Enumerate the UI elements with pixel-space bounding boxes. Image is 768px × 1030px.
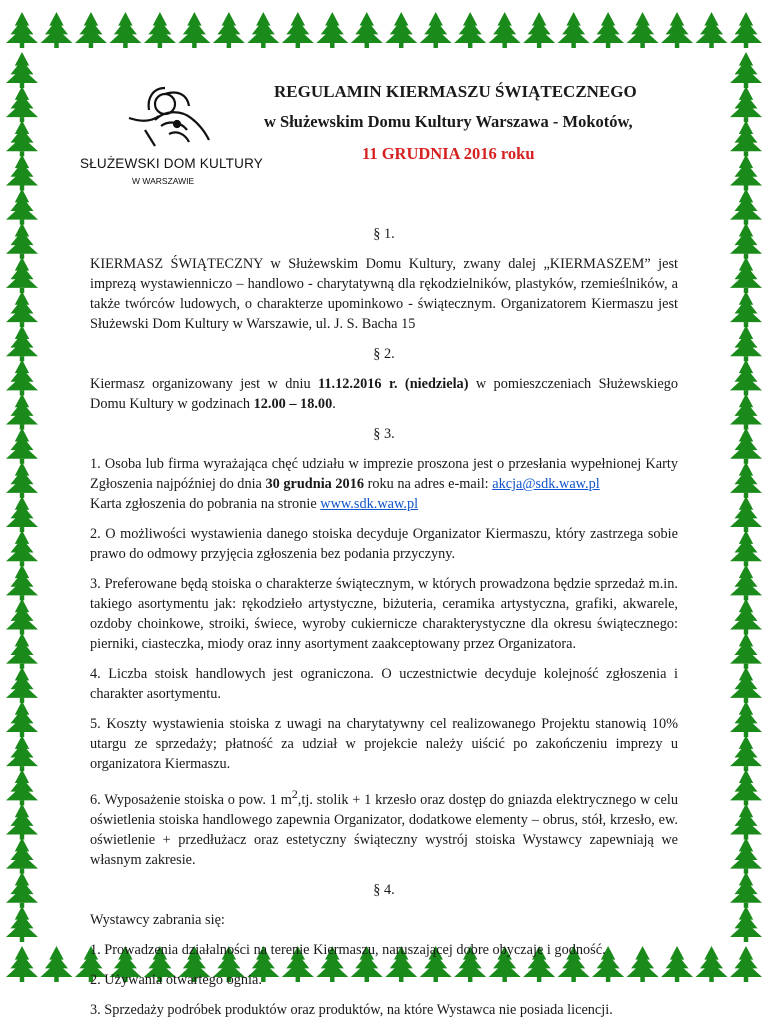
- section-4-heading: § 4.: [373, 881, 395, 898]
- christmas-tree-icon: [316, 12, 348, 48]
- header: [80, 72, 700, 202]
- event-date: 11 GRUDNIA 2016 roku: [362, 144, 535, 163]
- christmas-tree-icon: [6, 189, 38, 225]
- christmas-tree-icon: [247, 12, 279, 48]
- christmas-tree-icon: [730, 154, 762, 190]
- christmas-tree-icon: [6, 496, 38, 532]
- christmas-tree-icon: [696, 946, 728, 982]
- christmas-tree-icon: [730, 189, 762, 225]
- christmas-tree-icon: [730, 428, 762, 464]
- christmas-tree-icon: [558, 12, 590, 48]
- christmas-tree-icon: [730, 359, 762, 395]
- section-3-item-1: 1. Osoba lub firma wyrażająca chęć udziału w imprezie proszona jest o przesłania wypełnionej Karty Zgłoszenia najpóźniej do dnia 30 grudnia 2016 roku na adres e-mail: akcja@sdk.waw.pl Karta zgłoszenia do pobrania na stronie www.sdk.waw.pl: [90, 456, 678, 512]
- christmas-tree-icon: [6, 769, 38, 805]
- christmas-tree-icon: [661, 12, 693, 48]
- christmas-tree-icon: [730, 633, 762, 669]
- christmas-tree-icon: [730, 735, 762, 771]
- section-4-intro: Wystawcy zabrania się:: [90, 911, 225, 928]
- christmas-tree-icon: [6, 257, 38, 293]
- christmas-tree-icon: [6, 564, 38, 600]
- christmas-tree-icon: [6, 838, 38, 874]
- section-4-item-1: 1. Prowadzenia działalności na terenie Kiermaszu, naruszającej dobre obyczaje i godność.: [90, 941, 606, 958]
- christmas-tree-icon: [6, 633, 38, 669]
- christmas-tree-icon: [627, 12, 659, 48]
- christmas-tree-icon: [730, 462, 762, 498]
- christmas-tree-icon: [6, 462, 38, 498]
- christmas-tree-icon: [6, 804, 38, 840]
- website-link[interactable]: www.sdk.waw.pl: [320, 496, 419, 512]
- christmas-tree-icon: [109, 12, 141, 48]
- christmas-tree-icon: [730, 804, 762, 840]
- christmas-tree-icon: [6, 701, 38, 737]
- section-2-heading: § 2.: [373, 346, 395, 362]
- christmas-tree-icon: [730, 291, 762, 327]
- page-title: REGULAMIN KIERMASZU ŚWIĄTECZNEGO: [274, 82, 637, 101]
- christmas-tree-icon: [75, 12, 107, 48]
- christmas-tree-icon: [730, 52, 762, 88]
- christmas-tree-icon: [592, 12, 624, 48]
- christmas-tree-icon: [40, 12, 72, 48]
- christmas-tree-icon: [6, 325, 38, 361]
- christmas-tree-icon: [6, 52, 38, 88]
- page-subtitle: w Służewskim Domu Kultury Warszawa - Mokotów,: [264, 112, 633, 131]
- christmas-tree-icon: [730, 599, 762, 635]
- christmas-tree-icon: [40, 946, 72, 982]
- christmas-tree-icon: [730, 496, 762, 532]
- section-3-item-2: 2. O możliwości wystawienia danego stoiska decyduje Organizator Kiermaszu, który zastrzega sobie prawo do odmowy przyjęcia zgłoszenia bez podania przyczyny.: [90, 526, 678, 562]
- christmas-tree-icon: [6, 530, 38, 566]
- christmas-tree-icon: [6, 120, 38, 156]
- christmas-tree-icon: [6, 154, 38, 190]
- section-4-item-3: 3. Sprzedaży podróbek produktów oraz produktów, na które Wystawca nie posiada licencji.: [90, 1001, 613, 1018]
- section-3-item-6: 6. Wyposażenie stoiska o pow. 1 $m^2,tj$. stolik + 1 krzesło oraz dostęp do gniazda elektrycznego w celu oświetlenia stoiska handlowego zapewnia Organizator, dodatkowe elementy – obrus, stół, krzesło, ew. oświetlenie + przedłużacz oraz estetyczny świąteczny wystrój stoiska Wystawcy zapewniają we własnym zakresie.: [90, 787, 678, 868]
- christmas-tree-icon: [6, 12, 38, 48]
- christmas-tree-icon: [696, 12, 728, 48]
- christmas-tree-icon: [282, 12, 314, 48]
- christmas-tree-icon: [6, 394, 38, 430]
- christmas-tree-icon: [6, 872, 38, 908]
- christmas-tree-icon: [6, 667, 38, 703]
- christmas-tree-icon: [178, 12, 210, 48]
- christmas-tree-icon: [6, 599, 38, 635]
- christmas-tree-icon: [730, 872, 762, 908]
- christmas-tree-icon: [385, 12, 417, 48]
- logo-subtitle: W WARSZAWIE: [132, 176, 195, 186]
- goat-head-logo-icon: [125, 80, 215, 152]
- christmas-tree-icon: [6, 86, 38, 122]
- section-3-item-5: 5. Koszty wystawienia stoiska z uwagi na charytatywny cel realizowanego Projektu stanowią 10% utargu ze sprzedaży; płatność za udział w projekcie należy uiścić po zakończeniu imprezy u organizatora Kiermaszu.: [90, 716, 678, 772]
- christmas-tree-icon: [6, 291, 38, 327]
- christmas-tree-icon: [6, 906, 38, 942]
- christmas-tree-icon: [213, 12, 245, 48]
- christmas-tree-icon: [730, 564, 762, 600]
- christmas-tree-icon: [489, 12, 521, 48]
- logo-name: SŁUŻEWSKI DOM KULTURY: [80, 156, 263, 171]
- christmas-tree-icon: [454, 12, 486, 48]
- christmas-tree-icon: [730, 769, 762, 805]
- christmas-tree-icon: [730, 325, 762, 361]
- section-1-text: KIERMASZ ŚWIĄTECZNY w Służewskim Domu Kultury, zwany dalej „KIERMASZEM” jest imprezą wystawienniczo – handlowo - charytatywną dla rękodzielników, plastyków, rzemieślników, a także twórców ludowych, o charakterze upominkowo - świątecznym. Organizatorem Kiermaszu jest Służewski Dom Kultury w Warszawie, ul. J. S. Bacha 15: [90, 256, 678, 332]
- christmas-tree-icon: [730, 946, 762, 982]
- section-3-heading: § 3.: [373, 426, 395, 442]
- email-link[interactable]: akcja@sdk.waw.pl: [492, 476, 600, 492]
- christmas-tree-icon: [6, 735, 38, 771]
- logo: [80, 80, 263, 195]
- section-4-item-2: 2. Używania otwartego ognia.: [90, 971, 262, 988]
- christmas-tree-icon: [730, 667, 762, 703]
- christmas-tree-icon: [730, 906, 762, 942]
- section-1-heading: § 1.: [373, 226, 395, 242]
- christmas-tree-icon: [730, 120, 762, 156]
- christmas-tree-icon: [730, 12, 762, 48]
- christmas-tree-icon: [6, 359, 38, 395]
- christmas-tree-icon: [420, 12, 452, 48]
- christmas-tree-icon: [6, 946, 38, 982]
- section-3-item-4: 4. Liczba stoisk handlowych jest ograniczona. O uczestnictwie decyduje kolejność zgłoszenia i charakter asortymentu.: [90, 666, 678, 702]
- christmas-tree-icon: [6, 223, 38, 259]
- christmas-tree-icon: [730, 86, 762, 122]
- christmas-tree-icon: [523, 12, 555, 48]
- christmas-tree-icon: [730, 394, 762, 430]
- christmas-tree-icon: [730, 838, 762, 874]
- christmas-tree-icon: [144, 12, 176, 48]
- christmas-tree-icon: [730, 701, 762, 737]
- christmas-tree-icon: [351, 12, 383, 48]
- document-body: [90, 224, 678, 1030]
- section-3-item-3: 3. Preferowane będą stoiska o charakterze świątecznym, w których prowadzona będzie sprzedaż m.in. takiego asortymentu jak: rękodzieło artystyczne, biżuteria, ceramika artystyczna, grafiki, akwarele, ozdoby choinkowe, stroiki, świece, wyroby cukiernicze charakterystyczne dla okresu świątecznego: pierniki, ciasteczka, miody oraz inny asortyment zaakceptowany przez Organizatora.: [90, 576, 678, 652]
- section-2-text: Kiermasz organizowany jest w dniu 11.12.2016 r. (niedziela) w pomieszczeniach Służewskiego Domu Kultury w godzinach 12.00 – 18.00.: [90, 376, 678, 412]
- christmas-tree-icon: [6, 428, 38, 464]
- christmas-tree-icon: [730, 257, 762, 293]
- christmas-tree-icon: [730, 223, 762, 259]
- christmas-tree-icon: [730, 530, 762, 566]
